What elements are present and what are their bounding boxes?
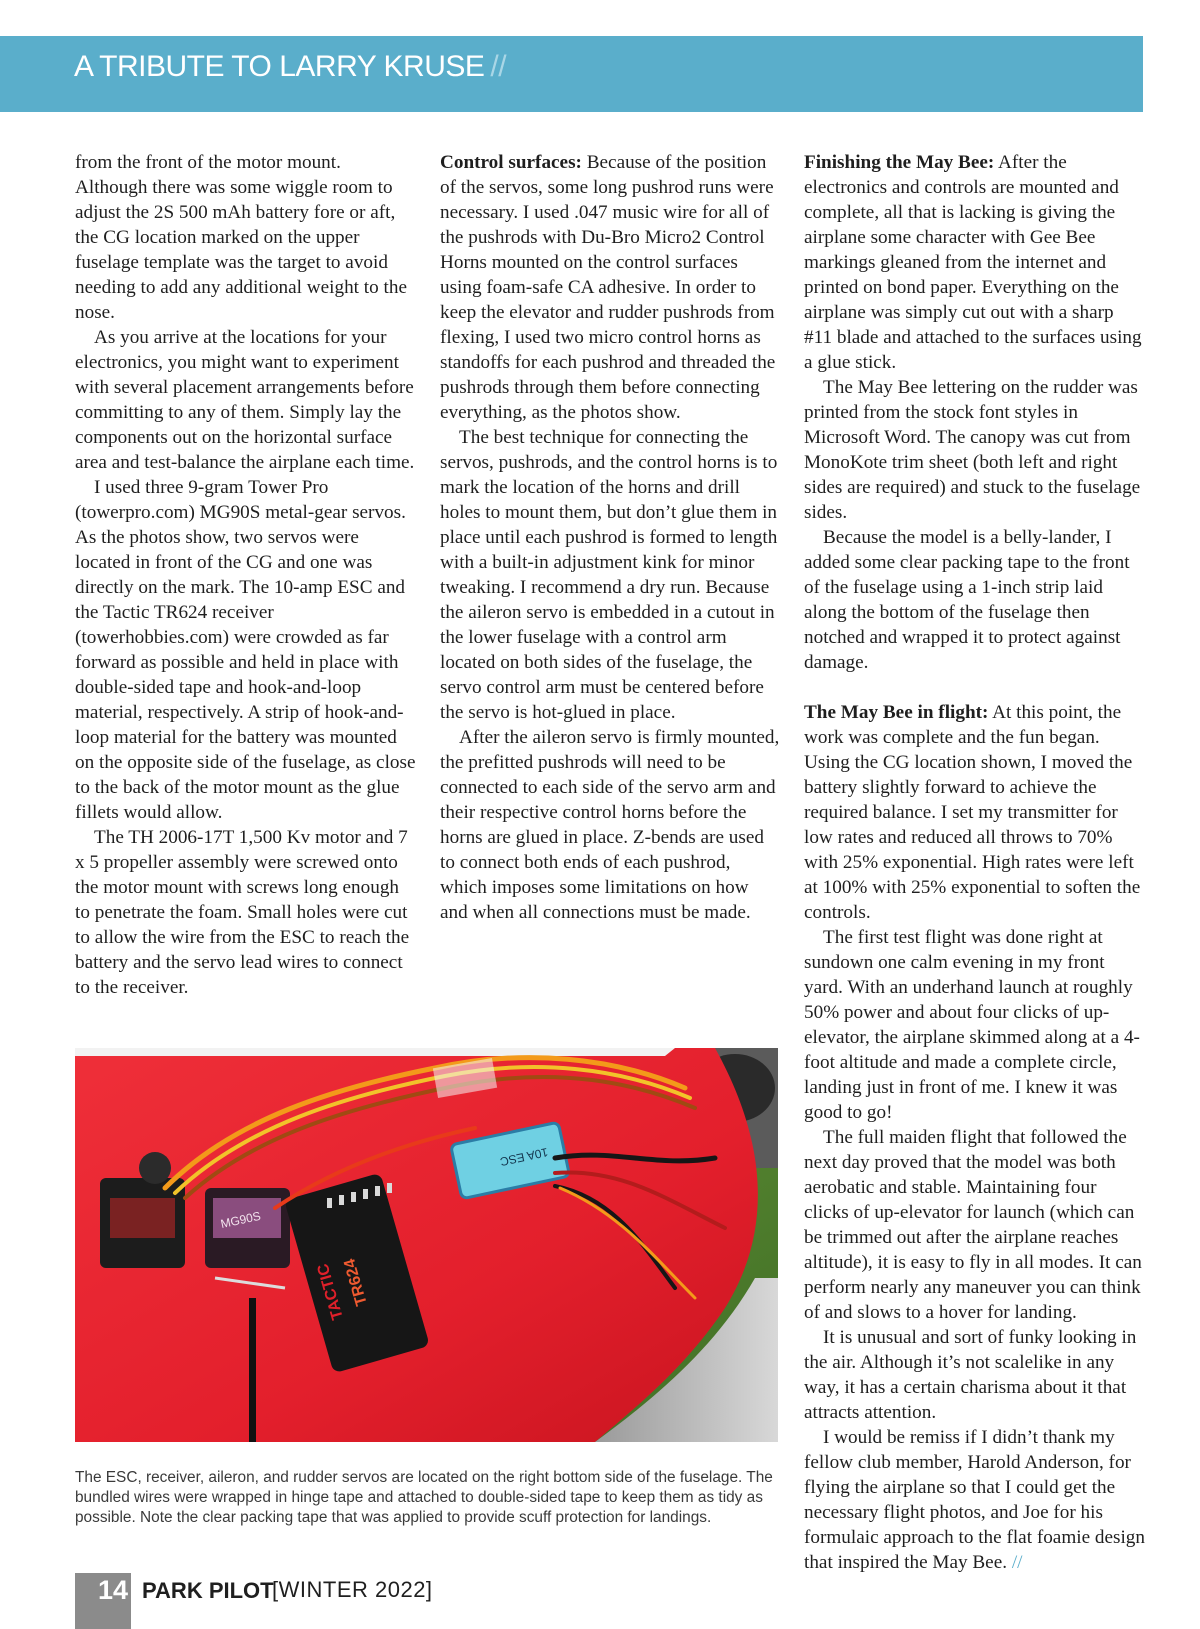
paragraph: The TH 2006-17T 1,500 Kv motor and 7 x 5 propeller assembly were screwed onto the motor mount with screws long enough to penetrate the foam. Small holes were cut to allow the wire from the ESC to reach the battery and the servo lead wires to connect to the receiver.	[75, 827, 410, 998]
paragraph	[804, 700, 1146, 925]
paragraph-text: I would be remiss if I didn’t thank my fellow club member, Harold Anderson, for flying the airplane so that I could get the necessary flight photos, and Joe for his formulaic approach to the flat foamie design that inspired the May Bee.	[804, 1427, 1145, 1573]
paragraph: The full maiden flight that followed the next day proved that the model was both aerobatic and stable. Maintaining four clicks of up-elevator for launch (which can be trimmed out after the airplane reaches altitude), it is easy to fly in all modes. It can perform nearly any maneuver you can think of and slows to a hover for landing.	[804, 1127, 1142, 1323]
receiver-brand: TACTIC	[314, 1261, 347, 1322]
servo-label: MG90S	[219, 1208, 263, 1232]
issue-label: [WINTER 2022]	[272, 1577, 433, 1602]
subhead-control-surfaces: Control surfaces:	[440, 152, 582, 173]
paragraph: It is unusual and sort of funky looking in the air. Although it’s not scalelike in any way, it has a certain charisma about it that attracts attention.	[804, 1327, 1137, 1423]
paragraph-text: Because of the position of the servos, some long pushrod runs were necessary. I used .047 music wire for all of the pushrods with Du-Bro Micro2 Control Horns mounted on the control surfaces using foam-safe CA adhesive. In order to keep the elevator and rudder pushrods from flexing, I used two micro control horns as standoffs for each pushrod and threaded the pushrods through them before connecting everything, as the photos show.	[440, 152, 776, 423]
servo-2	[205, 1188, 290, 1268]
photo-caption: The ESC, receiver, aileron, and rudder servos are located on the right bottom side of the fuselage. The bundled wires were wrapped in hinge tape and attached to double-sided tape to keep them as tidy as possible. Note the clear packing tape that was applied to provide scuff protection for landings.	[75, 1469, 773, 1526]
paragraph: Because the model is a belly-lander, I added some clear packing tape to the front of the fuselage using a 1-inch strip laid along the bottom of the fuselage then notched and wrapped it to protect against damage.	[804, 527, 1130, 673]
esc-label: 10A ESC	[498, 1144, 550, 1169]
end-mark: //	[1007, 1552, 1023, 1573]
paragraph-text: After the electronics and controls are mounted and complete, all that is lacking is giving the airplane some character with Gee Bee markings gleaned from the internet and printed on bond paper. Everything on the airplane was simply cut out with a sharp #11 blade and attached to the surfaces using a glue stick.	[804, 152, 1142, 373]
section-title-text: A TRIBUTE TO LARRY KRUSE	[74, 50, 485, 83]
paragraph-text: At this point, the work was complete and the fun began. Using the CG location shown, I moved the battery slightly forward to achieve the required balance. I set my transmitter for low rates and reduced all throws to 70% with 25% exponential. High rates were left at 100% with 25% exponential to soften the controls.	[804, 702, 1141, 923]
article-column-1	[75, 150, 417, 1000]
paragraph: I used three 9-gram Tower Pro (towerpro.com) MG90S metal-gear servos. As the photos show, two servos were located in front of the CG and one was directly on the mark. The 10-amp ESC and the Tactic TR624 receiver (towerhobbies.com) were crowded as far forward as possible and held in place with double-sided tape and hook-and-loop material, respectively. A strip of hook-and-loop material for the battery was mounted on the opposite side of the fuselage, as close to the back of the motor mount as the glue fillets would allow.	[75, 477, 416, 823]
paragraph: The best technique for connecting the servos, pushrods, and the control horns is to mark the location of the horns and drill holes to mount them, but don’t glue them in place until each pushrod is formed to length with a built-in adjustment kink for minor tweaking. I recommend a dry run. Because the aileron servo is embedded in a cutout in the lower fuselage with a control arm located on both sides of the fuselage, the servo control arm must be centered before the servo is hot-glued in place.	[440, 427, 778, 723]
paragraph: As you arrive at the locations for your electronics, you might want to experiment with several placement arrangements before committing to any of them. Simply lay the components out on the horizontal surface area and test-balance the airplane each time.	[75, 327, 415, 473]
magazine-name: PARK PILOT	[142, 1578, 274, 1603]
paragraph: The first test flight was done right at sundown one calm evening in my front yard. With an underhand launch at roughly 50% power and about four clicks of up-elevator, the airplane skimmed along at a 4-foot altitude and made a complete circle, landing just in front of me. I knew it was good to go!	[804, 927, 1140, 1123]
receiver-model: TR624	[341, 1256, 371, 1308]
subhead-in-flight: The May Bee in flight:	[804, 702, 989, 723]
section-title-slash: //	[490, 50, 507, 83]
subhead-finishing: Finishing the May Bee:	[804, 152, 995, 173]
paragraph: from the front of the motor mount. Although there was some wiggle room to adjust the 2S 500 mAh battery fore or aft, the CG location marked on the upper fuselage template was the target to avoid needing to add any additional weight to the nose.	[75, 152, 407, 323]
section-title	[74, 50, 506, 84]
section-header-band	[0, 36, 1143, 112]
page-number: 14	[98, 1575, 129, 1605]
paragraph: After the aileron servo is firmly mounted, the prefitted pushrods will need to be connected to each side of the servo arm and their respective control horns before the horns are glued in place. Z-bends are used to connect both ends of each pushrod, which imposes some limitations on how and when all connections must be made.	[440, 727, 780, 923]
electronics-photo-illustration	[75, 1048, 778, 1442]
electronics-photo	[75, 1048, 778, 1442]
paragraph	[804, 1425, 1146, 1575]
paragraph: The May Bee lettering on the rudder was printed from the stock font styles in Microsoft Word. The canopy was cut from MonoKote trim sheet (both left and right sides are required) and stuck to the fuselage sides.	[804, 377, 1141, 523]
paragraph	[440, 150, 780, 425]
article-column-3	[804, 150, 1146, 1575]
paragraph	[804, 150, 1146, 375]
article-column-2	[440, 150, 780, 925]
